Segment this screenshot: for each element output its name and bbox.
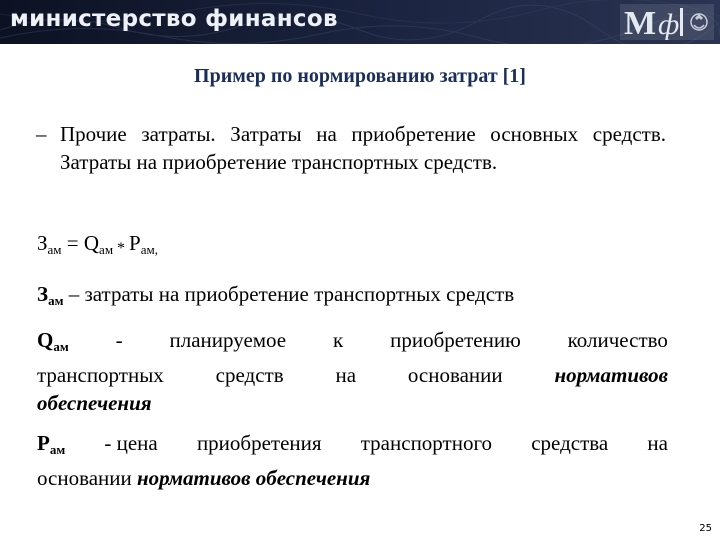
- slide-title: Пример по нормированию затрат [1]: [194, 65, 526, 87]
- def3-w5: на: [647, 431, 668, 455]
- definition-cost: [37, 280, 667, 315]
- def3-line2: [37, 464, 668, 492]
- svg-text:M: M: [624, 5, 657, 40]
- def3-line1: [37, 429, 668, 464]
- def2-w2: к: [333, 328, 344, 352]
- def1-symbol: З: [37, 282, 49, 306]
- def2-q-sub: ам: [53, 339, 69, 354]
- def2-w5: транспортных: [37, 363, 164, 387]
- intro-dash: –: [36, 122, 47, 146]
- def2-w1: планируемое: [169, 328, 287, 352]
- svg-text:ф: ф: [658, 8, 680, 40]
- def3-p: Р: [37, 431, 50, 455]
- def2-dash: -: [115, 328, 123, 352]
- header-bar: [0, 0, 720, 44]
- ministry-logo-icon: [620, 4, 714, 40]
- def3-w3: транспортного: [360, 431, 493, 455]
- formula-lhs-sub: ам: [47, 242, 62, 257]
- def2-w3: приобретению: [390, 328, 521, 352]
- def2-w8: основании: [407, 363, 503, 387]
- formula-q-sub: ам: [99, 242, 114, 257]
- intro-text: Прочие затраты. Затраты на приобретение основных средств. Затраты на приобретение транспортных средств.: [60, 122, 666, 174]
- def2-w4: количество: [567, 328, 668, 352]
- definition-quantity: [37, 326, 668, 417]
- def2-line1: [37, 326, 668, 361]
- intro-paragraph: [38, 120, 666, 176]
- formula-multiply: *: [113, 240, 130, 257]
- def2-w7: на: [335, 363, 357, 387]
- def2-emph1: нормативов: [554, 363, 668, 387]
- def2-line3: [37, 389, 668, 417]
- formula-lhs: З: [37, 231, 48, 255]
- ministry-name: министерство финансов: [10, 6, 338, 32]
- def2-w6: средств: [215, 363, 284, 387]
- def3-w1: - цена: [104, 431, 158, 455]
- def3-w4: средства: [531, 431, 609, 455]
- definition-price: [37, 429, 668, 492]
- page-number: 25: [699, 523, 712, 534]
- def3-emph: нормативов обеспечения: [137, 466, 371, 490]
- def2-emph2: обеспечения: [37, 391, 152, 415]
- def3-plain: основании: [37, 466, 138, 490]
- def2-q: Q: [37, 328, 54, 352]
- formula-p: Р: [129, 231, 141, 255]
- cost-formula: [37, 229, 158, 264]
- def3-w2: приобретения: [196, 431, 322, 455]
- def1-sub: ам: [48, 293, 64, 308]
- def2-line2: [37, 361, 668, 389]
- def3-p-sub: ам: [49, 442, 66, 457]
- formula-eq: = Q: [61, 231, 100, 255]
- formula-p-sub: ам,: [140, 242, 158, 257]
- def1-text: – затраты на приобретение транспортных средств: [63, 282, 515, 306]
